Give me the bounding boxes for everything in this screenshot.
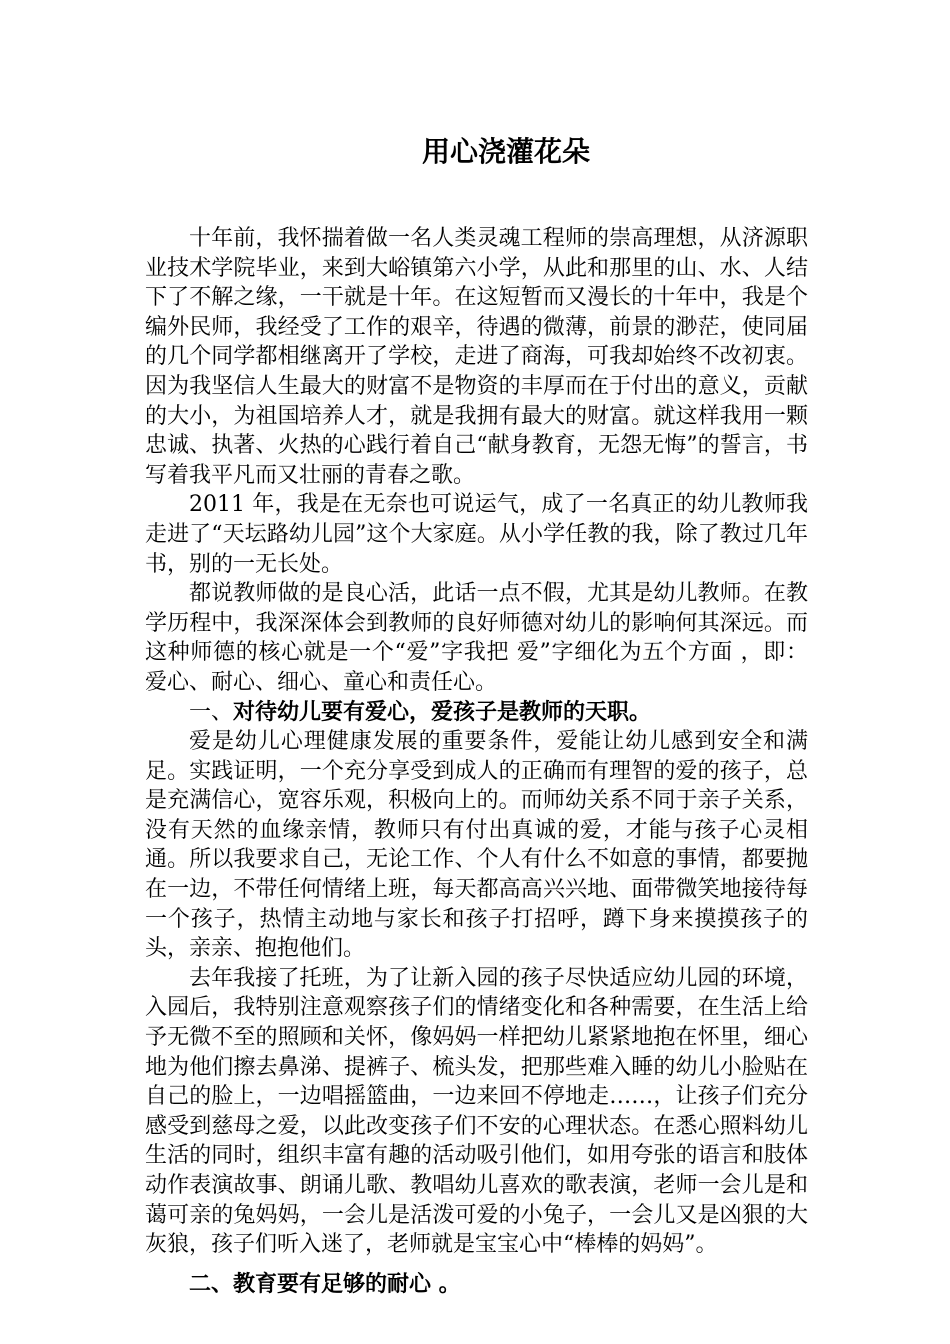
paragraph-2: 2011 年，我是在无奈也可说运气，成了一名真正的幼儿教师我走进了“天坛路幼儿园”这个大家庭。从小学任教的我，除了教过几年书，别的一无长处。 — [145, 492, 808, 577]
paragraph-1: 十年前，我怀揣着做一名人类灵魂工程师的崇高理想，从济源职业技术学院毕业，来到大峪镇第六小学，从此和那里的山、水、人结下了不解之缘，一干就是十年。在这短暂而又漫长的十年中，我是个编外民师，我经受了工作的艰辛，待遇的微薄，前景的渺茫，使同届的几个同学都相继离开了学校，走进了商海，可我却始终不改初衷。因为我坚信人生最大的财富不是物资的丰厚而在于付出的意义，贡献的大小，为祖国培养人才，就是我拥有最大的财富。就这样我用一颗忠诚、执著、火热的心践行着自己“献身教育，无怨无悔”的誓言，书写着我平凡而又壮丽的青春之歌。 — [145, 226, 808, 488]
section-heading-1 — [145, 698, 808, 728]
section-heading-2: 二、教育要有足够的耐心 。 — [189, 1270, 461, 1297]
paragraph-5: 去年我接了托班，为了让新入园的孩子尽快适应幼儿园的环境，入园后，我特别注意观察孩子们的情绪变化和各种需要，在生活上给予无微不至的照顾和关怀，像妈妈一样把幼儿紧紧地抱在怀里，细心地为他们擦去鼻涕、提裤子、梳头发，把那些难入睡的幼儿小脸贴在自己的脸上，一边唱摇篮曲，一边来回不停地走……，让孩子们充分感受到慈母之爱，以此改变孩子们不安的心理状态。在悉心照料幼儿生活的同时，组织丰富有趣的活动吸引他们，如用夸张的语言和肢体动作表演故事、朗诵儿歌、教唱幼儿喜欢的歌表演，老师一会儿是和蔼可亲的兔妈妈，一会儿是活泼可爱的小兔子，一会儿又是凶狠的大灰狼，孩子们听入迷了，老师就是宝宝心中“棒棒的妈妈”。 — [145, 965, 808, 1258]
section-heading-1-text: 对待幼儿要有爱心，爱孩子是教师的天职。 — [233, 698, 652, 725]
document-title: 用心浇灌花朵 — [421, 135, 590, 168]
paragraph-4: 爱是幼儿心理健康发展的重要条件，爱能让幼儿感到安全和满足。实践证明，一个充分享受到成人的正确而有理智的爱的孩子，总是充满信心，宽容乐观，积极向上的。而师幼关系不同于亲子关系，没有天然的血缘亲情，教师只有付出真诚的爱，才能与孩子心灵相通。所以我要求自己，无论工作、个人有什么不如意的事情，都要抛在一边，不带任何情绪上班，每天都高高兴兴地、面带微笑地接待每一个孩子，热情主动地与家长和孩子打招呼，蹲下身来摸摸孩子的头，亲亲、抱抱他们。 — [145, 729, 808, 962]
paragraph-3: 都说教师做的是良心活，此话一点不假，尤其是幼儿教师。在教学历程中，我深深体会到教师的良好师德对幼儿的影响何其深远。而这种师德的核心就是一个“爱”字我把 爱”字细化为五个方面 ，即：爱心、耐心、细心、童心和责任心。 — [145, 581, 808, 695]
document-body — [145, 224, 808, 1299]
section-heading-1-number: 一、 — [189, 699, 234, 725]
